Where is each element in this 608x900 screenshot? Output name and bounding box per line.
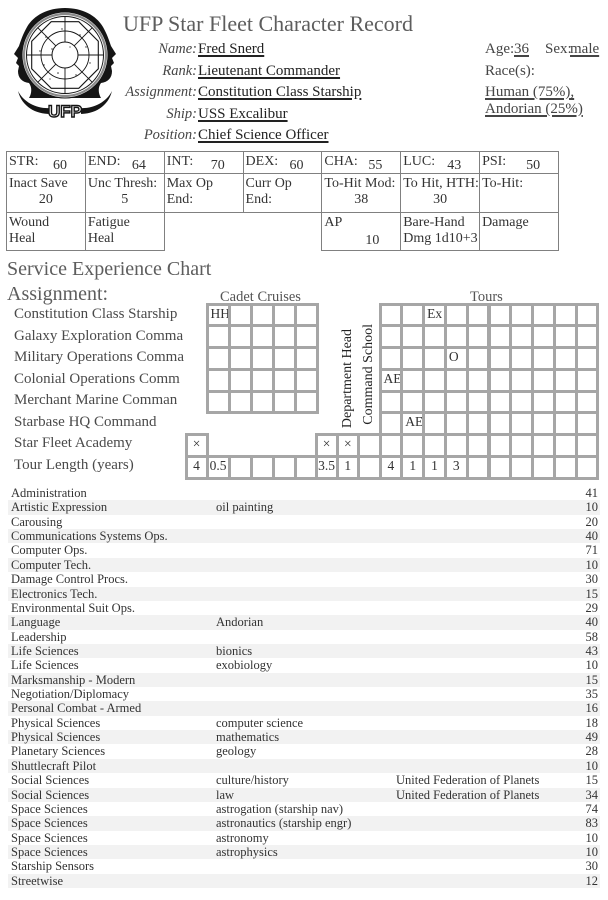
skill-row	[8, 601, 600, 615]
skill-name: Shuttlecraft Pilot	[11, 758, 97, 773]
skill-specialty: astrophysics	[216, 844, 278, 859]
skill-row	[8, 773, 600, 787]
skill-value: 71	[585, 543, 598, 558]
skill-row	[8, 859, 600, 873]
cell-text: ×	[192, 436, 201, 451]
cell-text: AE	[383, 370, 402, 386]
tour-cell	[575, 455, 600, 480]
stat-label: INT:	[166, 154, 194, 169]
skill-name: Computer Tech.	[11, 557, 92, 572]
skill-specialty: mathematics	[216, 730, 280, 745]
skill-row	[8, 500, 600, 514]
cell-text: ×	[322, 436, 331, 451]
skill-row	[8, 730, 600, 744]
skill-row	[8, 687, 600, 701]
skills-table	[8, 486, 600, 888]
skill-value: 74	[585, 801, 598, 816]
age-value: 36	[514, 41, 529, 57]
stat-value: 10	[365, 233, 380, 248]
stat-int	[164, 152, 243, 174]
skill-value: 83	[585, 816, 598, 831]
stat-bare-hand-dmg-1d10-3	[401, 213, 480, 251]
assignment-item: Colonial Operations Comm	[14, 370, 180, 387]
skill-name: Administration	[11, 486, 87, 500]
stats-attributes-row	[7, 152, 559, 174]
tour-length-cell	[357, 455, 382, 480]
skill-row	[8, 831, 600, 845]
skill-value: 15	[585, 672, 598, 687]
stat-value: 20	[38, 192, 53, 207]
stat-label: AP	[324, 215, 343, 230]
skill-value: 12	[585, 873, 598, 888]
skill-name: Physical Sciences	[11, 715, 101, 730]
cell-text: 1	[344, 457, 352, 473]
skill-row	[8, 558, 600, 572]
field-label: Rank:	[162, 62, 197, 79]
skill-name: Electronics Tech.	[11, 586, 98, 601]
cadet-cruises-label: Cadet Cruises	[220, 289, 301, 305]
skill-row	[8, 486, 600, 500]
skill-value: 15	[585, 773, 598, 788]
stat-value: 60	[289, 158, 304, 173]
age-label: Age:	[485, 41, 515, 57]
field-value: Constitution Class Starship	[198, 84, 362, 100]
stat-ap	[322, 213, 401, 251]
skill-row	[8, 874, 600, 888]
skill-row	[8, 587, 600, 601]
command-school-label: Command School	[361, 324, 376, 425]
skill-specialty: astrogation (starship nav)	[216, 801, 344, 816]
skill-value: 10	[585, 500, 598, 515]
field-label: Assignment:	[125, 84, 197, 100]
stat-label: PSI:	[482, 154, 507, 169]
assignment-item: Military Operations Comma	[14, 349, 184, 366]
stat-to-hit	[480, 174, 559, 213]
skill-row	[8, 845, 600, 859]
cell-text: 1	[409, 457, 417, 473]
field-value: Fred Snerd	[198, 41, 265, 57]
field-position	[0, 125, 608, 147]
skill-value: 18	[585, 715, 598, 730]
skill-value: 49	[585, 730, 598, 745]
stat-to-hit-mod	[322, 174, 401, 213]
stat-label: Unc Thresh:	[87, 176, 158, 191]
sex-label: Sex:	[545, 41, 572, 57]
skill-value: 34	[585, 787, 598, 802]
skill-name: Communications Systems Ops.	[11, 529, 168, 544]
cell-text: 0.5	[209, 457, 227, 473]
cell-text: ×	[343, 436, 352, 451]
stat-psi	[480, 152, 559, 174]
skill-value: 10	[585, 830, 598, 845]
skill-specialty: computer science	[216, 715, 304, 730]
field-value: Lieutenant Commander	[198, 62, 341, 79]
race-label: Race(s):	[485, 62, 535, 79]
skill-name: Life Sciences	[11, 658, 79, 673]
assignment-list	[14, 304, 186, 477]
stat-label: Curr Op End:	[245, 176, 292, 207]
stat-value: 43	[447, 158, 462, 173]
stats-blank-cell	[243, 213, 322, 251]
cell-text: 4	[193, 457, 200, 473]
skill-row	[8, 615, 600, 629]
cell-text: AE	[405, 414, 424, 430]
field-value: USS Excalibur	[198, 105, 288, 122]
cell-text: 3.5	[318, 457, 335, 473]
stat-wound-heal	[7, 213, 86, 251]
skill-name: Space Sciences	[11, 801, 88, 816]
skill-row	[8, 529, 600, 543]
cell-text: 4	[387, 457, 395, 473]
stat-label: Inact Save	[9, 176, 68, 191]
skill-value: 35	[585, 687, 598, 702]
stat-label: Fatigue Heal	[87, 215, 130, 246]
stats-combat-row	[7, 213, 559, 251]
stat-to-hit-hth	[401, 174, 480, 213]
stat-value: 38	[354, 192, 369, 207]
stat-label: To Hit, HTH:	[403, 176, 479, 191]
field-label: Position:	[143, 127, 197, 143]
skill-specialty: geology	[216, 744, 257, 759]
skill-value: 15	[585, 586, 598, 601]
skill-row	[8, 673, 600, 687]
stat-label: CHA:	[324, 154, 358, 169]
stat-max-op-end	[164, 174, 243, 213]
stat-value: 70	[210, 158, 225, 173]
skill-row	[8, 515, 600, 529]
skill-row	[8, 716, 600, 730]
stat-inact-save	[7, 174, 86, 213]
skill-name: Starship Sensors	[11, 859, 94, 874]
stat-damage	[480, 213, 559, 251]
skill-row	[8, 744, 600, 758]
stat-label: END:	[87, 154, 121, 169]
skill-name: Social Sciences	[11, 787, 90, 802]
stat-str	[7, 152, 86, 174]
skill-name: Artistic Expression	[11, 500, 108, 515]
skill-name: Language	[11, 615, 61, 630]
stat-value: 64	[131, 158, 146, 173]
skill-specialty: astronautics (starship engr)	[216, 816, 352, 831]
skill-row	[8, 630, 600, 644]
skill-note: United Federation of Planets	[396, 787, 540, 802]
sex-value: male	[570, 41, 600, 57]
skill-row	[8, 816, 600, 830]
assignment-item: Starbase HQ Command	[14, 413, 157, 430]
assignment-item: Merchant Marine Comman	[14, 392, 178, 409]
stat-label: Wound Heal	[9, 215, 50, 246]
skill-name: Social Sciences	[11, 773, 90, 788]
skill-value: 58	[585, 629, 598, 644]
skill-value: 40	[585, 615, 598, 630]
stat-value: 30	[433, 192, 448, 207]
skill-value: 43	[585, 643, 598, 658]
stats-blank-cell	[164, 213, 243, 251]
skill-row	[8, 543, 600, 557]
skill-name: Planetary Sciences	[11, 744, 106, 759]
assignment-item: Galaxy Exploration Comma	[14, 327, 184, 344]
stat-luc	[401, 152, 480, 174]
stat-dex	[243, 152, 322, 174]
cell-text: Ex	[427, 305, 443, 321]
stat-label: Max Op End:	[166, 176, 213, 207]
skill-name: Streetwise	[11, 873, 64, 888]
skill-value: 10	[585, 557, 598, 572]
assignment-item: Constitution Class Starship	[14, 306, 178, 322]
skill-value: 40	[585, 529, 598, 544]
tours-label: Tours	[470, 289, 503, 305]
assignment-heading: Assignment:	[7, 283, 109, 305]
skill-row	[8, 658, 600, 672]
assignment-item: Star Fleet Academy	[14, 435, 133, 452]
stats-derived-row	[7, 174, 559, 213]
skill-specialty: astronomy	[216, 830, 269, 845]
skill-name: Environmental Suit Ops.	[11, 600, 135, 615]
skill-value: 30	[585, 859, 598, 874]
field-label: Ship:	[166, 105, 197, 122]
service-chart-title: Service Experience Chart	[7, 258, 212, 280]
skill-value: 28	[585, 744, 598, 759]
logo-text: UFP	[48, 102, 82, 121]
skill-value: 41	[585, 486, 598, 500]
skill-name: Marksmanship - Modern	[11, 672, 136, 687]
skill-name: Space Sciences	[11, 816, 88, 831]
skill-row	[8, 644, 600, 658]
stat-label: DEX:	[245, 154, 279, 169]
cadet-cruise-cell	[294, 390, 319, 415]
skill-name: Damage Control Procs.	[11, 572, 128, 587]
skill-value: 10	[585, 844, 598, 859]
skill-specialty: Andorian	[216, 615, 264, 630]
stat-label: LUC:	[403, 154, 436, 169]
skill-row	[8, 788, 600, 802]
skill-name: Leadership	[11, 629, 67, 644]
field-value: Chief Science Officer	[198, 127, 329, 143]
skill-row	[8, 802, 600, 816]
stat-value: 5	[121, 192, 129, 207]
skill-name: Space Sciences	[11, 830, 88, 845]
cell-text: 1	[431, 457, 438, 473]
cell-text: 3	[452, 457, 460, 473]
skill-value: 30	[585, 572, 598, 587]
skill-name: Carousing	[11, 514, 63, 529]
department-head-label: Department Head	[340, 329, 355, 429]
skill-row	[8, 572, 600, 586]
skill-name: Computer Ops.	[11, 543, 88, 558]
skill-value: 20	[585, 514, 598, 529]
skill-name: Personal Combat - Armed	[11, 701, 142, 716]
skill-name: Life Sciences	[11, 643, 79, 658]
cell-text: O	[448, 349, 459, 364]
skill-specialty: culture/history	[216, 773, 289, 788]
assignment-item: Tour Length (years)	[14, 456, 134, 473]
stat-end	[85, 152, 164, 174]
skill-specialty: bionics	[216, 643, 253, 658]
skill-name: Negotiation/Diplomacy	[11, 687, 130, 702]
skill-name: Physical Sciences	[11, 730, 101, 745]
skill-name: Space Sciences	[11, 844, 88, 859]
stat-value: 60	[53, 158, 67, 173]
cell-text: HH	[210, 305, 230, 321]
stat-cha	[322, 152, 401, 174]
stat-label: Bare-Hand Dmg 1d10+3	[403, 215, 478, 246]
skill-value: 16	[585, 701, 598, 716]
race-value: Andorian (25%)	[485, 101, 583, 117]
stat-label: Damage	[482, 215, 529, 230]
skill-specialty: oil painting	[216, 500, 274, 515]
skill-value: 10	[585, 658, 598, 673]
skill-row	[8, 701, 600, 715]
stat-label: To-Hit Mod:	[324, 176, 396, 191]
skill-specialty: exobiology	[216, 658, 273, 673]
stat-unc-thresh	[85, 174, 164, 213]
stat-fatigue-heal	[85, 213, 164, 251]
race-value: Human (75%),	[485, 84, 575, 100]
page-title: UFP Star Fleet Character Record	[123, 11, 413, 36]
stat-value: 50	[526, 158, 541, 173]
field-label: Name:	[158, 41, 197, 57]
stat-label: To-Hit:	[482, 176, 524, 191]
stats-table	[6, 151, 559, 251]
stat-value: 55	[368, 158, 383, 173]
stat-label: STR:	[9, 154, 39, 169]
skill-note: United Federation of Planets	[396, 773, 540, 788]
skill-row	[8, 759, 600, 773]
skill-specialty: law	[216, 787, 235, 802]
skill-value: 10	[585, 758, 598, 773]
stat-curr-op-end	[243, 174, 322, 213]
skill-value: 29	[585, 600, 598, 615]
